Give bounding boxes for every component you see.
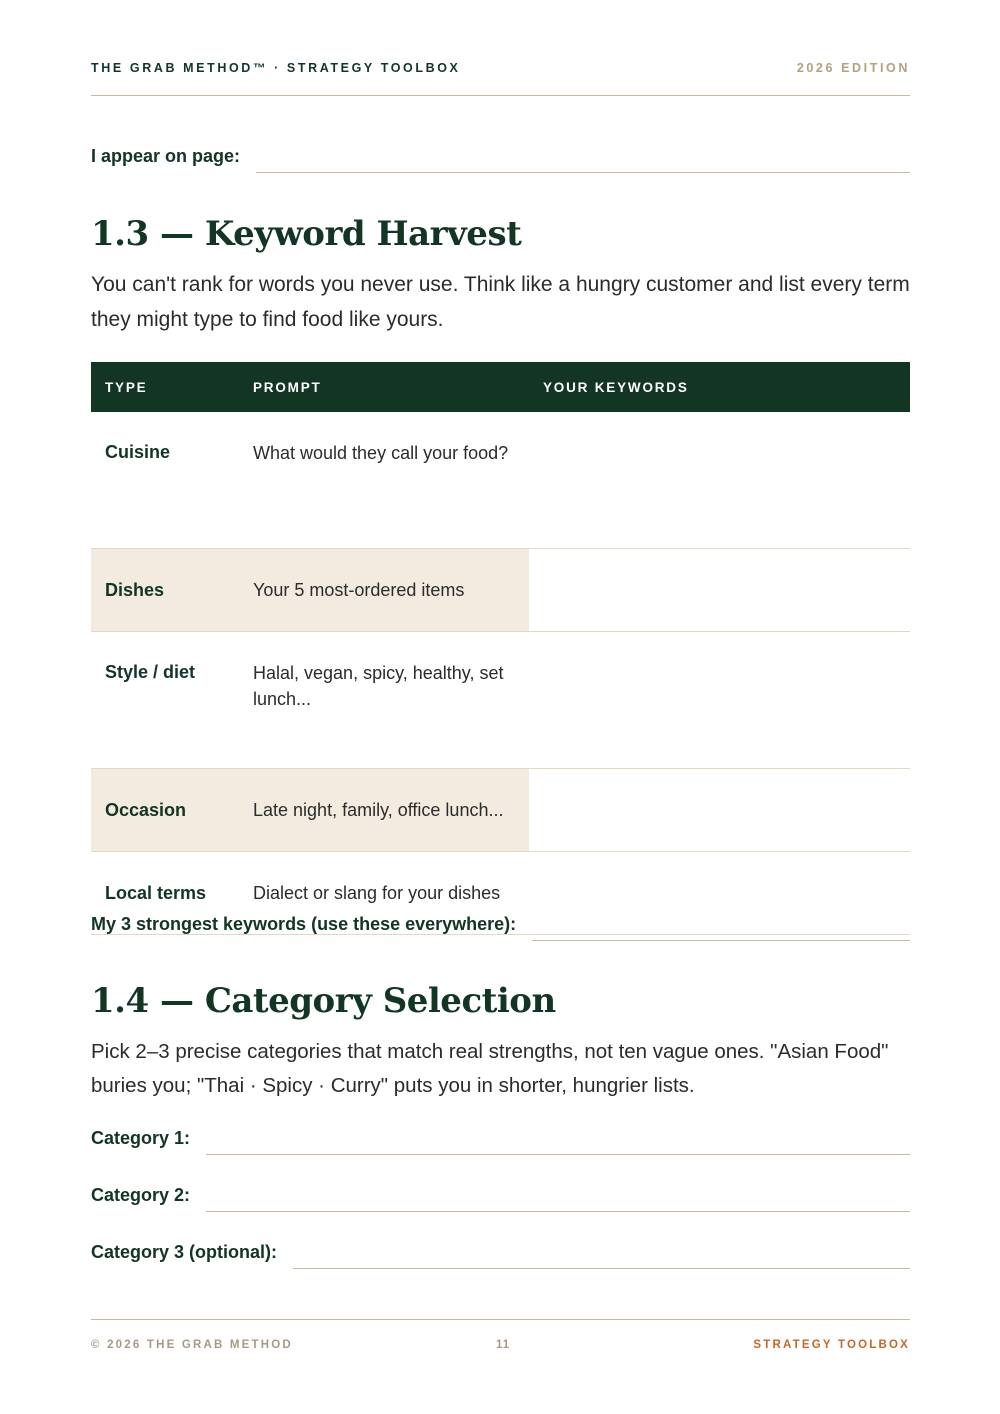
keyword-table-header <box>91 362 910 412</box>
table-row <box>91 632 910 769</box>
keyword-table <box>91 362 910 935</box>
strongest-keywords-label: My 3 strongest keywords (use these everywhere): <box>91 914 517 934</box>
header-divider <box>91 95 910 96</box>
keywords-entry-cell[interactable] <box>529 412 910 549</box>
row-prompt: Halal, vegan, spicy, healthy, set lunch... <box>239 632 529 769</box>
footer-divider <box>91 1319 910 1320</box>
keywords-entry-cell[interactable] <box>529 549 910 632</box>
section-title-category-selection: 1.4 — Category Selection <box>91 981 556 1021</box>
row-prompt: What would they call your food? <box>239 412 529 549</box>
column-header-type: TYPE <box>91 362 239 412</box>
category-1-label: Category 1: <box>91 1128 191 1148</box>
category-2-label: Category 2: <box>91 1185 191 1205</box>
keywords-entry-cell[interactable] <box>529 632 910 769</box>
footer-section-label: STRATEGY TOOLBOX <box>753 1339 910 1351</box>
row-type: Cuisine <box>91 412 239 549</box>
row-type: Local terms <box>91 852 239 935</box>
category-2-field <box>91 1185 910 1212</box>
strongest-keywords-field <box>91 914 910 941</box>
table-row <box>91 769 910 852</box>
row-prompt: Late night, family, office lunch... <box>239 769 529 852</box>
category-3-field <box>91 1242 910 1269</box>
keywords-entry-cell[interactable] <box>529 769 910 852</box>
header-title: THE GRAB METHOD™ · STRATEGY TOOLBOX <box>91 61 461 75</box>
strongest-keywords-input-line[interactable] <box>532 939 910 941</box>
table-row <box>91 549 910 632</box>
row-prompt: Dialect or slang for your dishes <box>239 852 529 935</box>
column-header-keywords: YOUR KEYWORDS <box>529 362 910 412</box>
table-row <box>91 412 910 549</box>
category-1-field <box>91 1128 910 1155</box>
header-edition: 2026 EDITION <box>796 61 910 75</box>
category-2-input-line[interactable] <box>206 1210 910 1212</box>
worksheet-page <box>91 0 910 1414</box>
category-3-input-line[interactable] <box>293 1267 910 1269</box>
section-title-keyword-harvest: 1.3 — Keyword Harvest <box>91 214 522 254</box>
appear-on-page-input-line[interactable] <box>256 171 910 173</box>
category-3-label: Category 3 (optional): <box>91 1242 278 1262</box>
page-footer <box>91 1339 910 1357</box>
category-1-input-line[interactable] <box>206 1153 910 1155</box>
page-number: 11 <box>496 1339 511 1351</box>
keyword-harvest-intro: You can't rank for words you never use. Think like a hungry customer and list every term they might type to find food like yours. <box>91 273 910 331</box>
column-header-prompt: PROMPT <box>239 362 529 412</box>
appear-on-page-label: I appear on page: <box>91 146 241 166</box>
appear-on-page-field <box>91 146 910 173</box>
page-header <box>91 58 910 78</box>
category-selection-intro: Pick 2–3 precise categories that match real strengths, not ten vague ones. "Asian Food" buries you; "Thai · Spicy · Curry" puts you in shorter, hungrier lists. <box>91 1040 889 1097</box>
row-type: Dishes <box>91 549 239 632</box>
row-type: Occasion <box>91 769 239 852</box>
row-prompt: Your 5 most-ordered items <box>239 549 529 632</box>
row-type: Style / diet <box>91 632 239 769</box>
footer-copyright: © 2026 THE GRAB METHOD <box>91 1339 293 1351</box>
